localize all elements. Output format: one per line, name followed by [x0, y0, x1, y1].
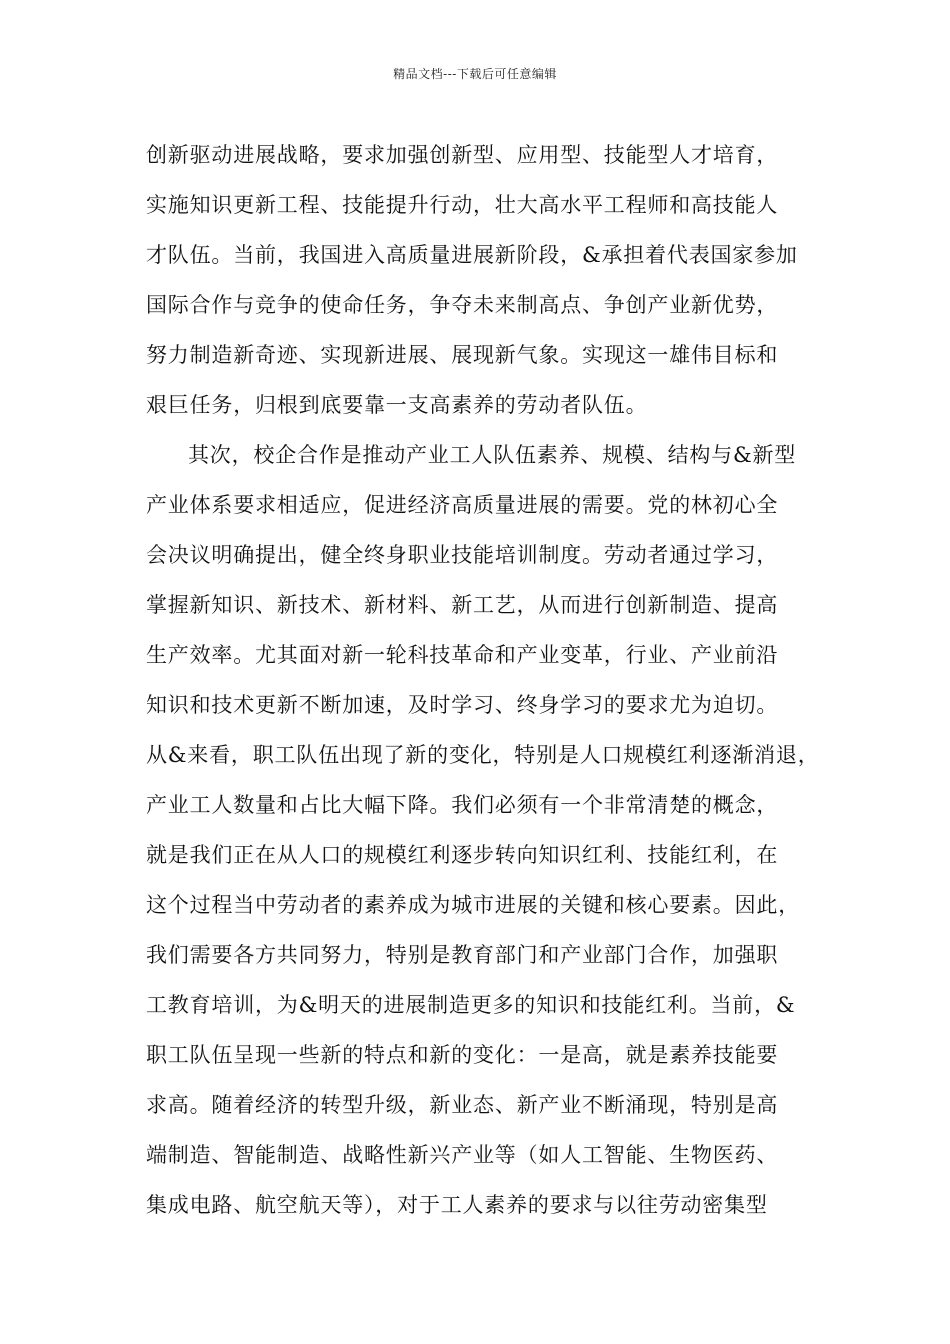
- text-line: 知识和技术更新不断加速，及时学习、终身学习的要求尤为迫切。: [146, 693, 779, 717]
- paragraph-1: [146, 130, 836, 430]
- text-line: 国际合作与竞争的使命任务，争夺未来制高点、争创产业新优势，: [146, 293, 779, 317]
- text-line: 其次，校企合作是推动产业工人队伍素养、规模、结构与&新型: [188, 443, 797, 467]
- text-line: 产业体系要求相适应，促进经济高质量进展的需要。党的林初心全: [146, 493, 779, 517]
- text-line: 会决议明确提出，健全终身职业技能培训制度。劳动者通过学习，: [146, 543, 779, 567]
- text-line: 产业工人数量和占比大幅下降。我们必须有一个非常清楚的概念，: [146, 793, 779, 817]
- text-line: 集成电路、航空航天等），对于工人素养的要求与以往劳动密集型: [146, 1193, 768, 1217]
- text-line: 就是我们正在从人口的规模红利逐步转向知识红利、技能红利，在: [146, 843, 779, 867]
- text-line: 工教育培训，为&明天的进展制造更多的知识和技能红利。当前，&: [146, 993, 796, 1017]
- text-line: 实施知识更新工程、技能提升行动，壮大高水平工程师和高技能人: [146, 193, 779, 217]
- text-line: 生产效率。尤其面对新一轮科技革命和产业变革，行业、产业前沿: [146, 643, 779, 667]
- text-line: 艰巨任务，归根到底要靠一支高素养的劳动者队伍。: [146, 393, 648, 417]
- page-header: 精品文档---下载后可任意编辑: [393, 67, 557, 81]
- text-line: 掌握新知识、新技术、新材料、新工艺，从而进行创新制造、提高: [146, 593, 779, 617]
- text-line: 职工队伍呈现一些新的特点和新的变化：一是高，就是素养技能要: [146, 1043, 779, 1067]
- text-line: 创新驱动进展战略，要求加强创新型、应用型、技能型人才培育，: [146, 143, 779, 167]
- body-text: [146, 130, 836, 1230]
- text-line: 我们需要各方共同努力，特别是教育部门和产业部门合作，加强职: [146, 943, 779, 967]
- text-line: 求高。随着经济的转型升级，新业态、新产业不断涌现，特别是高: [146, 1093, 779, 1117]
- text-line: 这个过程当中劳动者的素养成为城市进展的关键和核心要素。因此，: [146, 893, 800, 917]
- paragraph-2: [146, 430, 836, 1230]
- text-line: 才队伍。当前，我国进入高质量进展新阶段，&承担着代表国家参加: [146, 243, 798, 267]
- text-line: 端制造、智能制造、战略性新兴产业等（如人工智能、生物医药、: [146, 1143, 779, 1167]
- text-line: 努力制造新奇迹、实现新进展、展现新气象。实现这一雄伟目标和: [146, 343, 779, 367]
- text-line: 从&来看，职工队伍出现了新的变化，特别是人口规模红利逐渐消退，: [146, 743, 820, 767]
